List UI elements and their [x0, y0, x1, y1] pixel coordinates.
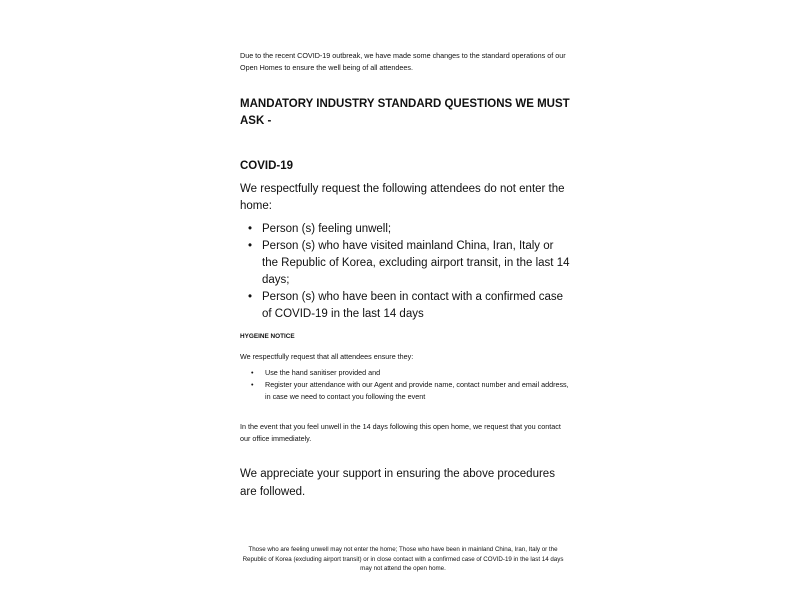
unwell-notice-paragraph: In the event that you feel unwell in the 14 days following this open home, we request that you contact our office immediately.	[240, 422, 561, 443]
intro-paragraph: Due to the recent COVID-19 outbreak, we have made some changes to the standard operations of our Open Homes to ensure the well being of all attendees.	[240, 51, 566, 72]
bullet-icon: •	[251, 380, 254, 389]
list-item-text: Register your attendance with our Agent and provide name, contact number and email address, in case we need to contact you following the event	[265, 380, 569, 401]
hygiene-list	[240, 367, 570, 403]
list-item-text: Person (s) who have visited mainland China, Iran, Italy or the Republic of Korea, excluding airport transit, in the last 14 days;	[262, 240, 570, 286]
list-item	[240, 367, 570, 379]
covid-heading: COVID-19	[240, 160, 294, 172]
list-item	[240, 221, 570, 238]
list-item	[240, 238, 570, 289]
covid-restriction-list	[240, 221, 570, 323]
bullet-icon: •	[248, 240, 253, 252]
list-item	[240, 289, 570, 323]
bullet-icon: •	[248, 223, 253, 235]
appreciation-message: We appreciate your support in ensuring the above procedures are followed.	[240, 468, 555, 498]
covid-request-text: We respectfully request the following attendees do not enter the home:	[240, 183, 565, 212]
hygiene-notice-heading: HYGEINE NOTICE	[240, 333, 295, 340]
list-item	[240, 379, 570, 403]
mandatory-questions-heading: MANDATORY INDUSTRY STANDARD QUESTIONS WE MUST ASK -	[240, 98, 570, 127]
hygiene-request-text: We respectfully request that all attendees ensure they:	[240, 352, 414, 361]
footer-note: Those who are feeling unwell may not enter the home; Those who have been in mainland China, Iran, Italy or the Republic of Korea (excluding airport transit) or in close contact with a confirmed case of COVID-19 in the last 14 days may not attend the open home.	[242, 546, 564, 572]
list-item-text: Person (s) feeling unwell;	[262, 223, 392, 235]
list-item-text: Use the hand sanitiser provided and	[265, 368, 381, 377]
list-item-text: Person (s) who have been in contact with a confirmed case of COVID-19 in the last 14 days	[262, 291, 564, 320]
bullet-icon: •	[248, 291, 253, 303]
bullet-icon: •	[251, 368, 254, 377]
